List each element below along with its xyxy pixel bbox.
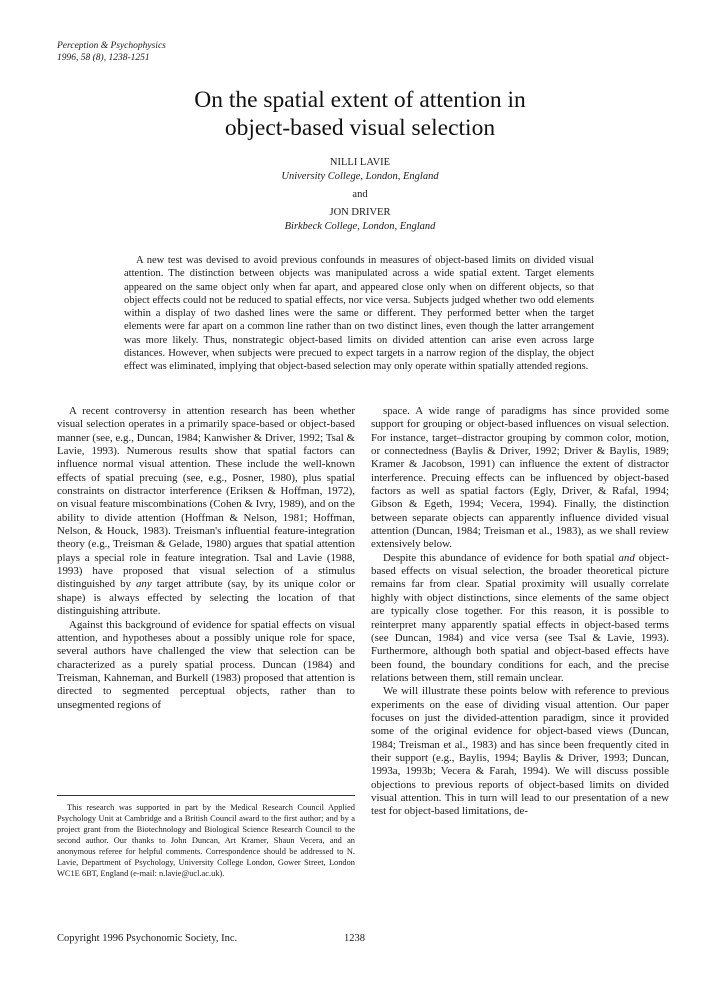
journal-name: Perception & Psychophysics bbox=[57, 41, 166, 51]
author-affiliation: Birkbeck College, London, England bbox=[284, 221, 436, 232]
author-affiliation: University College, London, England bbox=[281, 171, 439, 182]
journal-header bbox=[57, 40, 166, 64]
body-emphasis: and bbox=[618, 551, 635, 564]
body-column-right bbox=[371, 405, 669, 819]
body-paragraph: space. A wide range of paradigms has since provided some support for grouping or object-based influences on visual selection. For instance, target–distractor grouping by common color, motion, or connectedness (Baylis & Driver, 1992; Driver & Baylis, 1989; Kramer & Jacobson, 1991) can influence the extent of distractor interference. Precuing effects can be influenced by object-based factors as well as spatial factors (Egly, Driver, & Rafal, 1994; Gibson & Egeth, 1994; Vecera, 1994). Finally, the distinction between separate objects can apparently influence divided visual attention (Duncan, 1984; Treisman et al., 1983), as we shall review extensively below. bbox=[371, 405, 669, 551]
acknowledgment-footnote: This research was supported in part by the Medical Research Council Applied Psychology Unit at Cambridge and a British Council award to the first author; and by a project grant from the Biotechnology and Biological Science Research Council to the second author. Our thanks to John Duncan, Art Kramer, Shaun Vecera, and an anonymous referee for helpful comments. Correspondence should be addressed to N. Lavie, Department of Psychology, University College London, Gower Street, London WC1E 6BT, England (e-mail: n.lavie@ucl.ac.uk). bbox=[57, 795, 355, 879]
title-line-1: On the spatial extent of attention in bbox=[194, 87, 526, 113]
author-block bbox=[0, 156, 720, 234]
article-title bbox=[0, 86, 720, 142]
body-text: object-based effects on visual selection, the broader theoretical picture remains far from clear. Spatial proximity will usually correlate highly with object distinctions, since elements of the same object are typically close together. For this reason, it is possible to reinterpret many apparently spatial effects in object-based terms (see Duncan, 1984) and vice versa (see Tsal & Lavie, 1993). Furthermore, although both spatial and object-based effects have been found, the boundary conditions for each, and the precise relations between them, still remain unclear. bbox=[371, 551, 669, 684]
abstract: A new test was devised to avoid previous confounds in measures of object-based limits on divided visual attention. The distinction between objects was manipulated across a wide spatial extent. Target elements appeared on the same object only when far apart, and appeared close only when on different objects, so that object effects could not be reduced to spatial effects, nor vice versa. Subjects judged whether two odd elements within a display of two dashed lines were the same or different. They performed better when the target elements were far apart on a common line rather than on two distinct lines, even though the latter arrangement was more likely. Thus, nonstrategic object-based limits on divided attention can arise even across large distances. However, when subjects were precued to expect targets in a narrow region of the display, the object effect was eliminated, implying that object-based selection may only operate within spatially attended regions. bbox=[124, 255, 594, 373]
body-text: A recent controversy in attention research has been whether visual selection operates in a primarily space-based or object-based manner (see, e.g., Duncan, 1984; Kanwisher & Driver, 1992; Tsal & Lavie, 1993). Numerous results show that spatial factors can influence normal visual attention. These include the well-known effects of spatial precuing (see, e.g., Posner, 1980), plus spatial constraints on distractor interference (Eriksen & Hoffman, 1972), on visual feature miscombinations (Cohen & Ivry, 1989), and on the ability to divide attention (Hoffman & Nelson, 1981; Hoffman, Nelson, & Houck, 1983). Treisman's influential feature-integration theory (e.g., Treisman & Gelade, 1980) argues that spatial attention plays a special role in feature integration. Tsal and Lavie (1988, 1993) have proposed that visual selection of a stimulus distinguished by bbox=[57, 405, 355, 591]
journal-citation: 1996, 58 (8), 1238-1251 bbox=[57, 53, 150, 63]
page-number: 1238 bbox=[344, 933, 365, 944]
body-emphasis: any bbox=[135, 578, 152, 591]
body-paragraph bbox=[57, 405, 355, 619]
body-column-left bbox=[57, 405, 355, 712]
body-paragraph bbox=[371, 552, 669, 685]
body-paragraph: We will illustrate these points below with reference to previous experiments on the ease of dividing visual attention. Our paper focuses on just the divided-attention paradigm, since it provided some of the original evidence for object-based views (Duncan, 1984; Treisman et al., 1983) and has since been frequently cited in their support (e.g., Baylis, 1994; Baylis & Driver, 1993; Duncan, 1993a, 1993b; Vecera & Farah, 1994). We will discuss possible objections to previous reports of object-based limits on divided visual attention. This in turn will lead to our presentation of a new test for object-based limitations, de- bbox=[371, 685, 669, 818]
copyright-notice: Copyright 1996 Psychonomic Society, Inc. bbox=[57, 933, 238, 944]
body-text: target attribute (say, by its unique color or shape) is always effected by selecting the location of that distinguishing attribute. bbox=[57, 578, 356, 618]
body-paragraph: Against this background of evidence for spatial effects on visual attention, and hypotheses about a possibly unique role for space, several authors have challenged the view that selection can be characterized as a purely spatial process. Duncan (1984) and Treisman, Kahneman, and Burkell (1983) proposed that attention is directed to segmented perceptual objects, rather than to unsegmented regions of bbox=[57, 618, 355, 711]
author-name: NILLI LAVIE bbox=[329, 157, 391, 168]
author-name: JON DRIVER bbox=[329, 207, 391, 218]
body-text: Despite this abundance of evidence for both spatial bbox=[383, 551, 619, 564]
title-line-2: object-based visual selection bbox=[224, 115, 496, 141]
author-conjunction: and bbox=[352, 189, 368, 200]
